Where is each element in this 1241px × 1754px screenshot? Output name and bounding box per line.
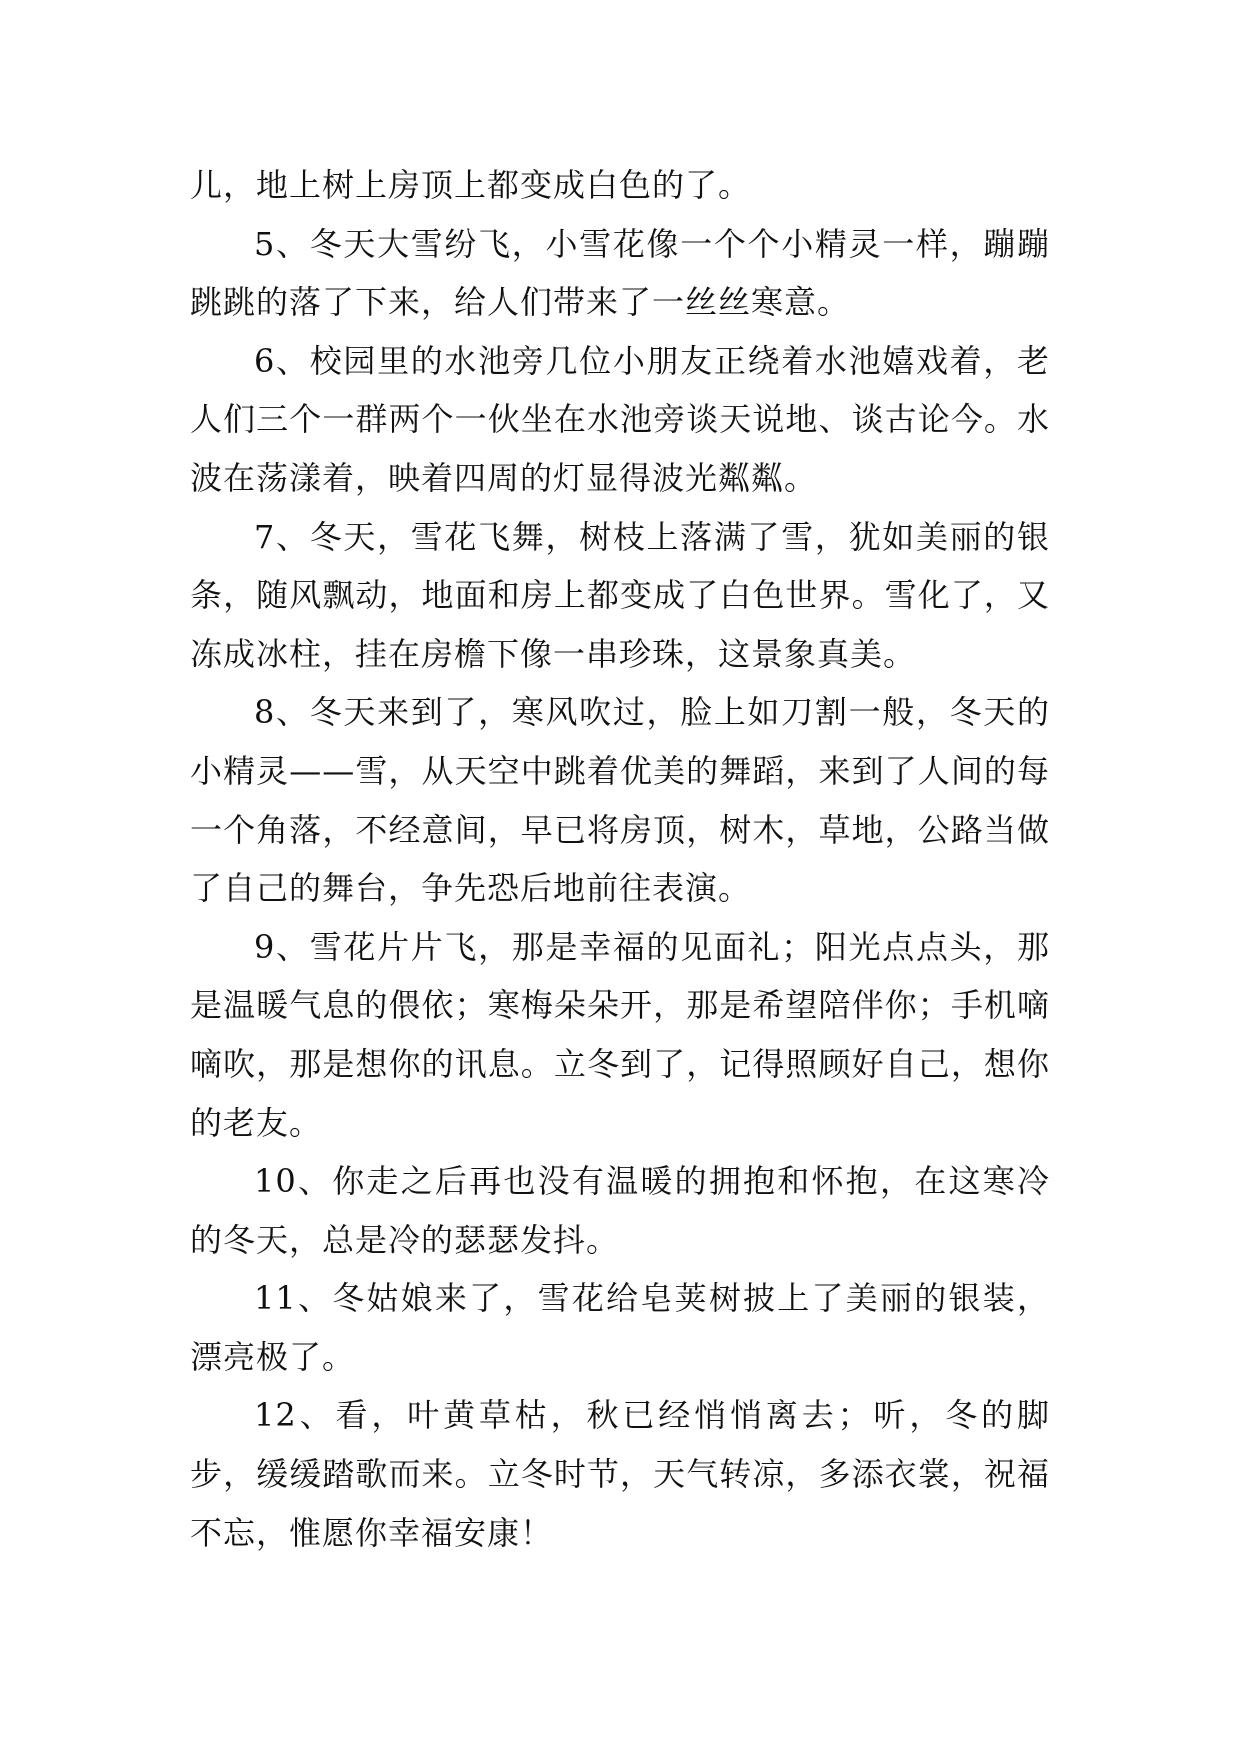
paragraph-continuation: 儿，地上树上房顶上都变成白色的了。 [190,166,752,204]
paragraph-item-9: 9、雪花片片飞，那是幸福的见面礼；阳光点点头，那是温暖气息的偎依；寒梅朵朵开，那是希望陪伴你；手机嘀嘀吹，那是想你的讯息。立冬到了，记得照顾好自己，想你的老友。 [190,927,1050,1142]
paragraph-item-7: 7、冬天，雪花飞舞，树枝上落满了雪，犹如美丽的银条，随风飘动，地面和房上都变成了白色世界。雪化了，又冻成冰柱，挂在房檐下像一串珍珠，这景象真美。 [190,517,1050,673]
paragraph-item-12: 12、看，叶黄草枯，秋已经悄悄离去；听，冬的脚步，缓缓踏歌而来。立冬时节，天气转凉，多添衣裳，祝福不忘，惟愿你幸福安康！ [190,1396,1050,1552]
paragraph-item-6: 6、校园里的水池旁几位小朋友正绕着水池嬉戏着，老人们三个一群两个一伙坐在水池旁谈天说地、谈古论今。水波在荡漾着，映着四周的灯显得波光粼粼。 [190,341,1050,497]
document-body [190,156,1050,1562]
paragraph-item-10: 10、你走之后再也没有温暖的拥抱和怀抱，在这寒冷的冬天，总是冷的瑟瑟发抖。 [190,1162,1050,1259]
paragraph-item-11: 11、冬姑娘来了，雪花给皂荚树披上了美丽的银装，漂亮极了。 [190,1279,1050,1376]
paragraph-item-5: 5、冬天大雪纷飞，小雪花像一个个小精灵一样，蹦蹦跳跳的落了下来，给人们带来了一丝丝寒意。 [190,224,1050,322]
paragraph-item-8: 8、冬天来到了，寒风吹过，脸上如刀割一般，冬天的小精灵——雪，从天空中跳着优美的舞蹈，来到了人间的每一个角落，不经意间，早已将房顶，树木，草地，公路当做了自己的舞台，争先恐后地前往表演。 [190,693,1050,908]
